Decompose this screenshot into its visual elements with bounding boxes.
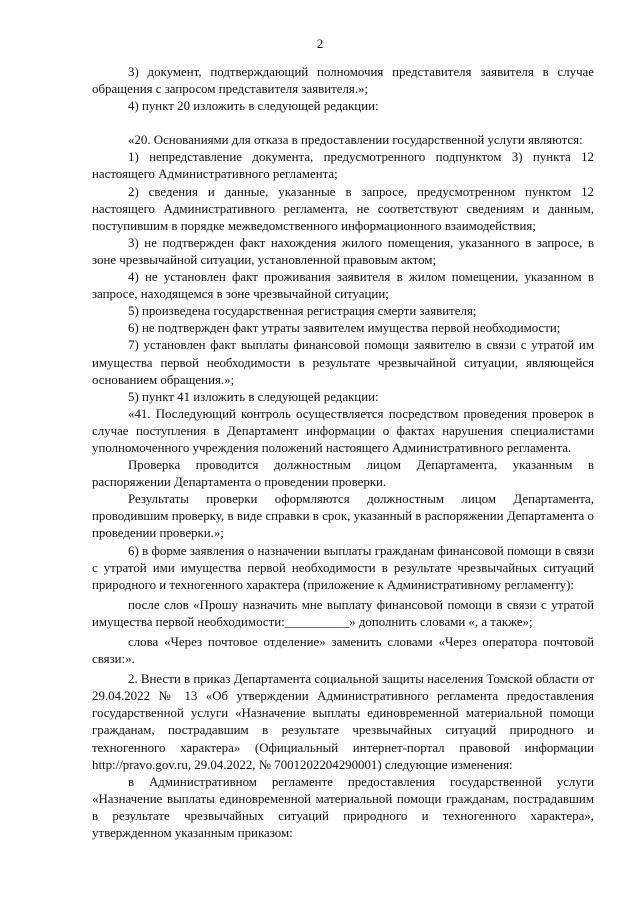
paragraph: 2) сведения и данные, указанные в запросе, предусмотренном пунктом 12 настоящего Административного регламента, не соответствуют сведениям и данным, поступившим в порядке межведомственного информационного взаимодействия; <box>92 184 594 233</box>
paragraph: 7) установлен факт выплаты финансовой помощи заявителю в связи с утратой им имущества первой необходимости в результате чрезвычайной ситуации, являющейся основанием обращения.»; <box>92 338 594 387</box>
paragraph: после слов «Прошу назначить мне выплату финансовой помощи в связи с утратой имущества первой необходимости:__________» дополнить словами «, а также»; <box>92 597 594 629</box>
paragraph: 6) в форме заявления о назначении выплаты гражданам финансовой помощи в связи с утратой ими имущества первой необходимости в результате чрезвычайных ситуаций природного и техногенного характера (приложение к Административному регламенту): <box>92 543 594 592</box>
paragraph: 3) не подтвержден факт нахождения жилого помещения, указанного в запросе, в зоне чрезвычайной ситуации, установленной правовым актом; <box>92 235 594 267</box>
paragraph: слова «Через почтовое отделение» заменить словами «Через оператора почтовой связи:». <box>92 635 594 667</box>
paragraph: Проверка проводится должностным лицом Департамента, указанным в распоряжении Департамента о проведении проверки. <box>92 458 594 490</box>
paragraph: «20. Основаниями для отказа в предоставлении государственной услуги являются: <box>128 133 583 148</box>
paragraph: 6) не подтвержден факт утраты заявителем имущества первой необходимости; <box>128 321 561 336</box>
paragraph: 4) не установлен факт проживания заявителя в жилом помещении, указанном в запросе, находящемся в зоне чрезвычайной ситуации; <box>92 270 594 302</box>
paragraph: 5) произведена государственная регистрация смерти заявителя; <box>128 304 477 319</box>
paragraph: 3) документ, подтверждающий полномочия представителя заявителя в случае обращения с запросом представителя заявителя.»; <box>92 65 594 97</box>
paragraph: в Административном регламенте предоставления государственной услуги «Назначение выплаты единовременной материальной помощи гражданам, пострадавшим в результате чрезвычайных ситуаций природного и техногенного характера», утвержденном указанным приказом: <box>92 774 594 841</box>
document-body <box>92 64 594 842</box>
paragraph: 2. Внести в приказ Департамента социальной защиты населения Томской области от 29.04.2022 № 13 «Об утверждении Административного регламента предоставления государственной услуги «Назначение выплаты единовременной материальной помощи гражданам, пострадавшим в результате чрезвычайных ситуаций природного и техногенного характера» (Официальный интернет-портал правовой информации http://pravo.gov.ru, 29.04.2022, № 7001202204290001) следующие изменения: <box>92 672 594 772</box>
paragraph: Результаты проверки оформляются должностным лицом Департамента, проводившим проверку, в виде справки в срок, указанный в распоряжении Департамента о проведении проверки.»; <box>92 492 594 541</box>
paragraph: «41. Последующий контроль осуществляется посредством проведения проверок в случае поступления в Департамент информации о фактах нарушения специалистами уполномоченного учреждения положений настоящего Административного регламента. <box>92 406 594 455</box>
paragraph: 4) пункт 20 изложить в следующей редакции: <box>128 99 379 114</box>
page-number: 2 <box>316 36 324 51</box>
paragraph: 5) пункт 41 изложить в следующей редакции: <box>128 389 379 404</box>
paragraph: 1) непредставление документа, предусмотренного подпунктом 3) пункта 12 настоящего Административного регламента; <box>92 150 594 182</box>
